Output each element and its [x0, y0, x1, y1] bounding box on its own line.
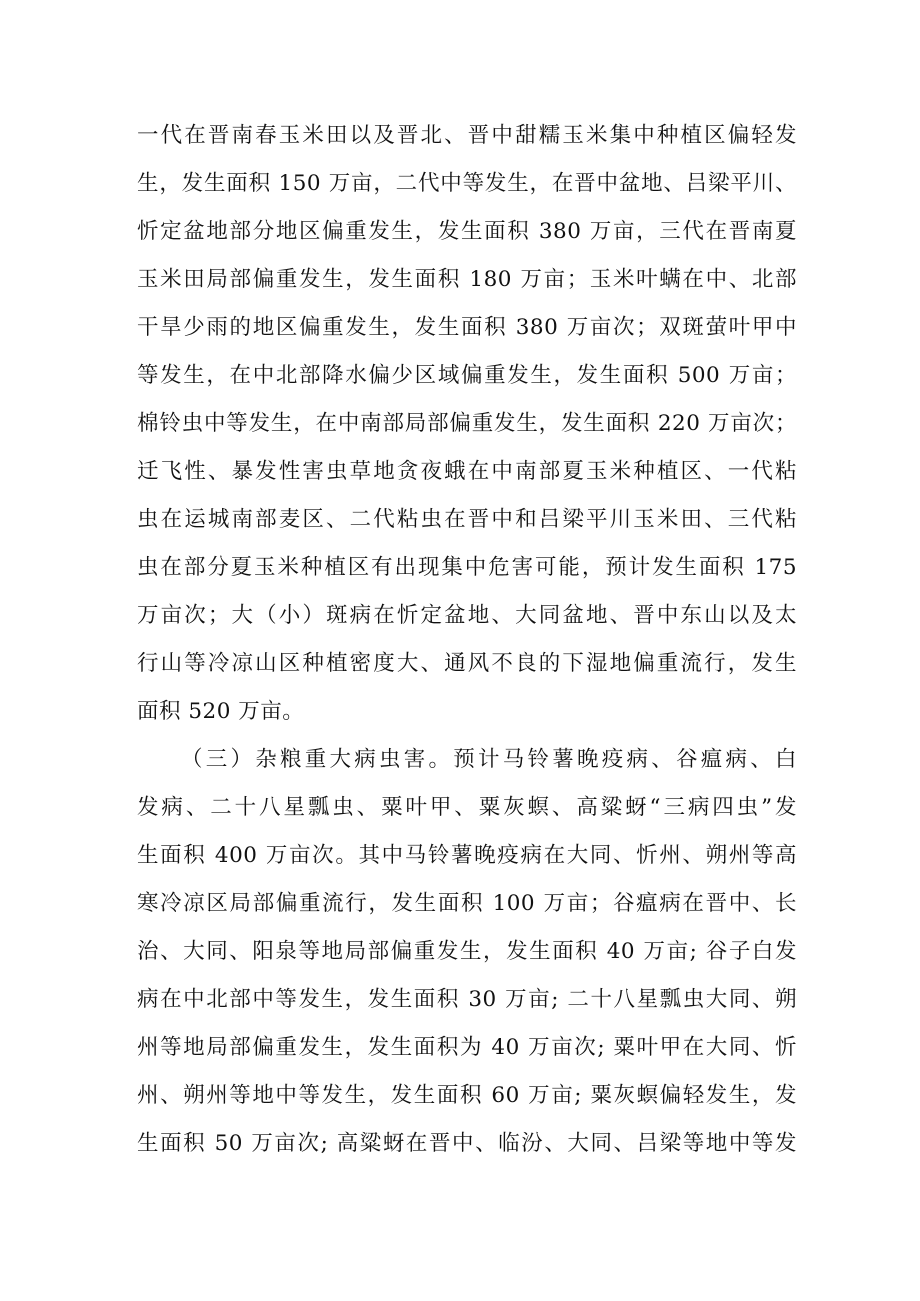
text-line: 万亩次；大（小）斑病在忻定盆地、大同盆地、晋中东山以及太	[137, 603, 797, 628]
text-line: 州、朔州等地中等发生，发生面积 60 万亩; 粟灰螟偏轻发生，发	[137, 1083, 797, 1108]
section-heading-line: （三）杂粮重大病虫害。预计马铃薯晚疫病、谷瘟病、白	[181, 747, 797, 772]
text-line: 发病、二十八星瓢虫、粟叶甲、粟灰螟、高粱蚜“三病四虫”发	[137, 795, 797, 820]
text-line: 治、大同、阳泉等地局部偏重发生，发生面积 40 万亩; 谷子白发	[137, 939, 797, 964]
text-line: 生，发生面积 150 万亩，二代中等发生，在晋中盆地、吕梁平川、	[137, 171, 797, 196]
body-text	[137, 112, 797, 1168]
text-line: 忻定盆地部分地区偏重发生，发生面积 380 万亩，三代在晋南夏	[137, 219, 797, 244]
text-line: 寒冷凉区局部偏重流行，发生面积 100 万亩；谷瘟病在晋中、长	[137, 891, 797, 916]
text-line: 行山等冷凉山区种植密度大、通风不良的下湿地偏重流行，发生	[137, 651, 797, 676]
text-line: 生面积 50 万亩次; 高粱蚜在晋中、临汾、大同、吕梁等地中等发	[137, 1131, 797, 1156]
text-line: 生面积 400 万亩次。其中马铃薯晚疫病在大同、忻州、朔州等高	[137, 843, 797, 868]
text-line: 等发生，在中北部降水偏少区域偏重发生，发生面积 500 万亩；	[137, 363, 797, 388]
text-line: 干旱少雨的地区偏重发生，发生面积 380 万亩次；双斑萤叶甲中	[137, 315, 797, 340]
text-line: 虫在运城南部麦区、二代粘虫在晋中和吕梁平川玉米田、三代粘	[137, 507, 797, 532]
text-line: 病在中北部中等发生，发生面积 30 万亩; 二十八星瓢虫大同、朔	[137, 987, 797, 1012]
text-line: 棉铃虫中等发生，在中南部局部偏重发生，发生面积 220 万亩次；	[137, 411, 797, 436]
text-line: 迁飞性、暴发性害虫草地贪夜蛾在中南部夏玉米种植区、一代粘	[137, 459, 797, 484]
text-line: 一代在晋南春玉米田以及晋北、晋中甜糯玉米集中种植区偏轻发	[137, 123, 797, 148]
text-line: 面积 520 万亩。	[137, 699, 305, 724]
text-line: 虫在部分夏玉米种植区有出现集中危害可能，预计发生面积 175	[137, 555, 797, 580]
text-line: 玉米田局部偏重发生，发生面积 180 万亩；玉米叶螨在中、北部	[137, 267, 797, 292]
text-line: 州等地局部偏重发生，发生面积为 40 万亩次; 粟叶甲在大同、忻	[137, 1035, 797, 1060]
